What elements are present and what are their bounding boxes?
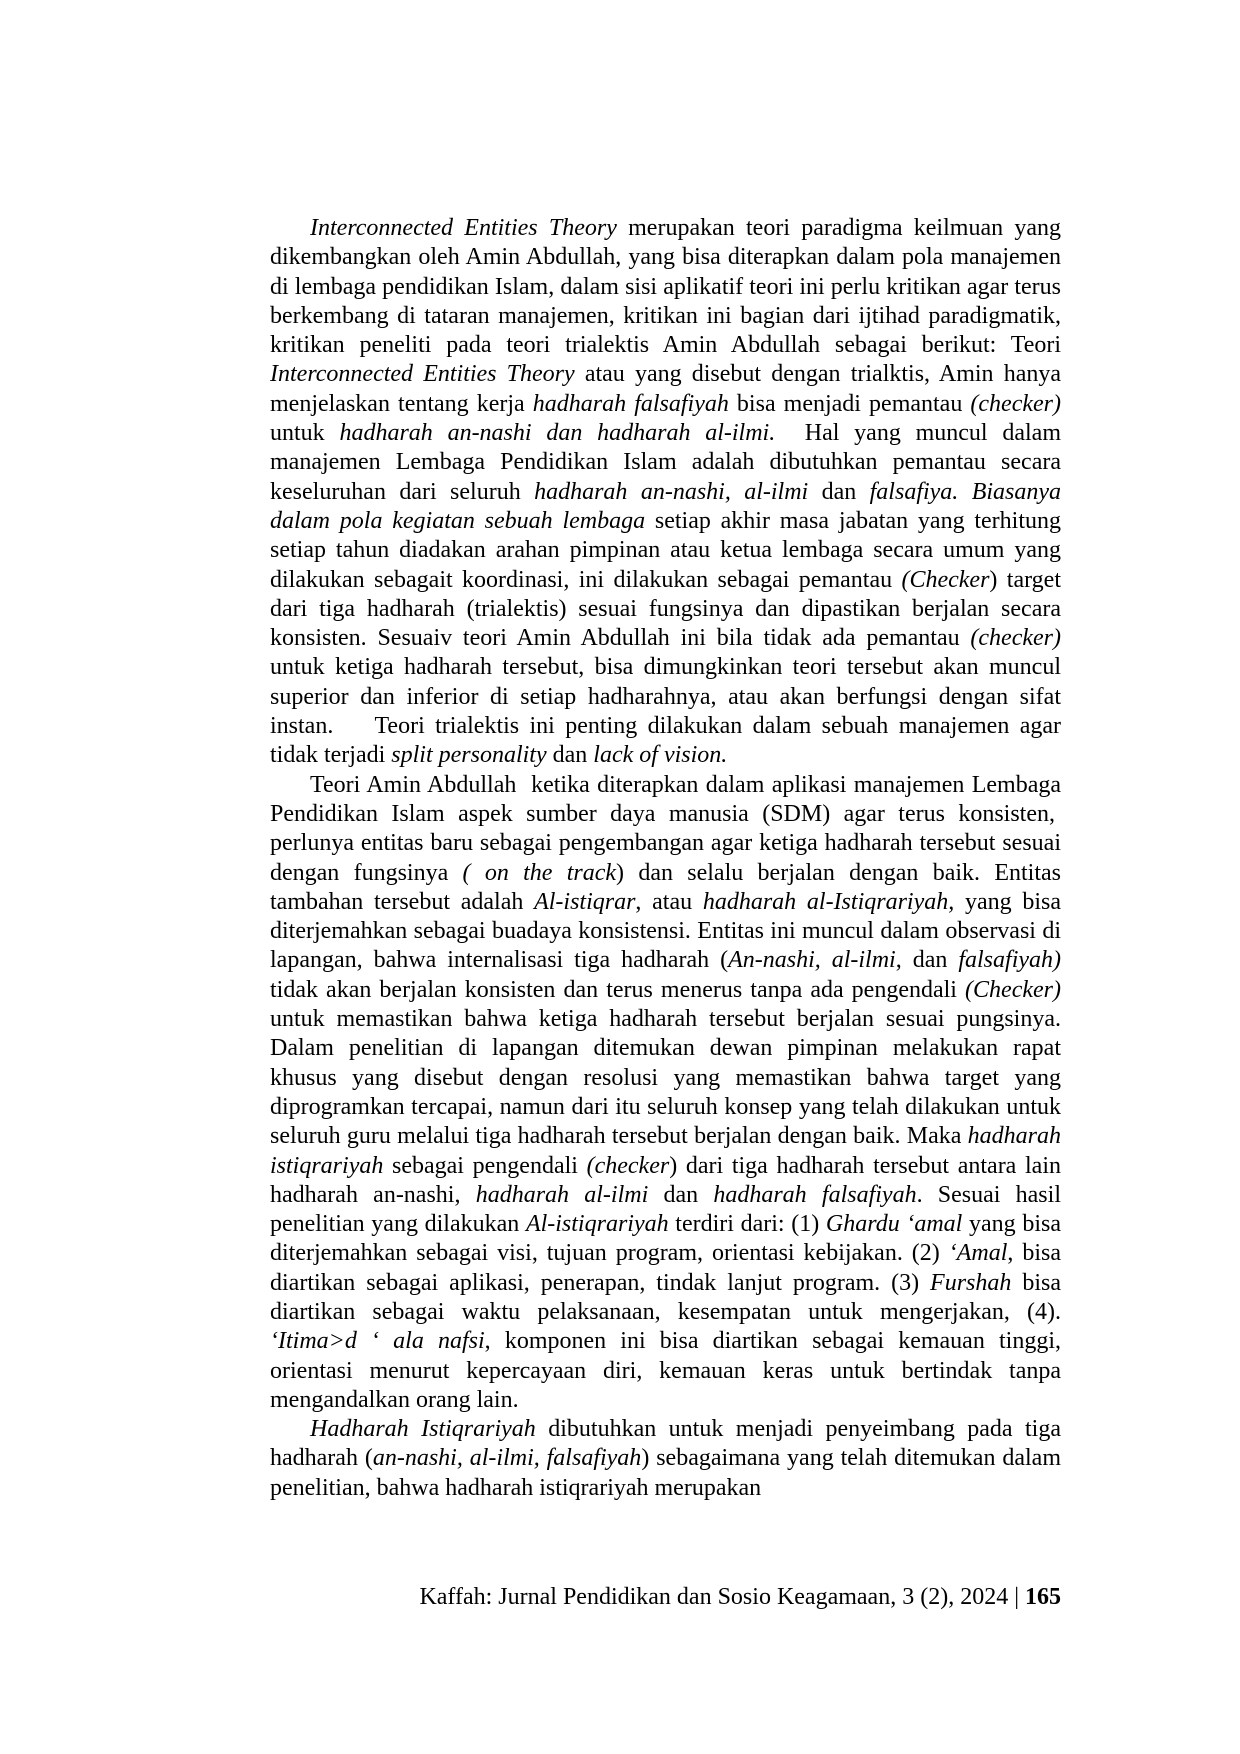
text-run: atau yang disebut dengan trialktis, Amin hanya menjelaskan tentang kerja bbox=[270, 361, 1061, 417]
text-run: ) dan selalu berjalan dengan baik. Entitas tambahan tersebut adalah bbox=[270, 859, 1061, 915]
text-run: ) dari tiga hadharah tersebut antara lain hadharah an-nashi, bbox=[270, 1152, 1061, 1208]
text-run: dan bbox=[546, 742, 594, 769]
text-run: ‘Itima>d ‘ ala nafsi bbox=[270, 1328, 485, 1355]
text-run: untuk bbox=[270, 420, 340, 447]
text-run: yang bisa diterjemahkan sebagai visi, tujuan program, orientasi kebijakan. (2) bbox=[270, 1211, 1062, 1267]
text-run: , bisa diartikan sebagai aplikasi, penerapan, tindak lanjut program. (3) bbox=[270, 1240, 1062, 1296]
text-run: An-nashi, al-ilmi bbox=[728, 947, 896, 974]
text-run: Ghardu ‘amal bbox=[825, 1211, 963, 1238]
text-run: hadharah istiqrariyah bbox=[270, 1123, 1061, 1179]
text-run: Interconnected Entities Theory bbox=[310, 215, 617, 241]
text-run: , atau bbox=[635, 888, 703, 915]
text-run: Al-istiqrariyah bbox=[525, 1211, 669, 1238]
text-run: merupakan teori paradigma keilmuan yang dikembangkan oleh Amin Abdullah, yang bisa diterapkan dalam pola manajemen di lembaga pendidikan Islam, dalam sisi aplikatif teori ini perlu kritikan agar terus berkembang di tataran manajemen, kritikan ini bagian dari ijtihad paradigmatik, kritikan peneliti pada teori trialektis Amin Abdullah sebagai berikut: Teori bbox=[270, 215, 1062, 359]
text-run: an-nashi, al-ilmi, falsafiyah bbox=[372, 1445, 642, 1472]
text-run: untuk memastikan bahwa ketiga hadharah tersebut berjalan sesuai pungsinya. Dalam penelitian di lapangan ditemukan dewan pimpinan melakukan rapat khusus yang disebut dengan resolusi yang memastikan bahwa target yang diprogramkan tercapai, namun dari itu seluruh konsep yang telah dilakukan untuk seluruh guru melalui tiga hadharah tersebut berjalan dengan baik. Maka bbox=[270, 1006, 1061, 1150]
text-run: hadharah al-Istiqrariyah, bbox=[702, 888, 955, 915]
text-run: Hal yang muncul dalam manajemen Lembaga Pendidikan Islam adalah dibutuhkan pemantau secara keseluruhan dari seluruh bbox=[270, 420, 1062, 505]
text-run: bisa diartikan sebagai waktu pelaksanaan, kesempatan untuk mengerjakan, (4). bbox=[270, 1269, 1061, 1325]
text-run: terdiri dari: (1) bbox=[668, 1211, 826, 1238]
text-run: dibutuhkan untuk menjadi penyeimbang pada tiga hadharah ( bbox=[270, 1416, 1061, 1472]
text-run: hadharah an-nashi dan hadharah al-ilmi. bbox=[339, 420, 776, 447]
text-run: Al-istiqrar bbox=[534, 888, 636, 915]
text-run: hadharah falsafiyah bbox=[713, 1181, 917, 1208]
article-paragraph bbox=[270, 771, 1061, 1416]
text-run: ( on the track bbox=[462, 859, 617, 886]
text-run: ) sebagaimana yang telah ditemukan dalam penelitian, bahwa hadharah istiqrariyah merupakan bbox=[270, 1445, 1061, 1501]
text-run: Interconnected Entities Theory bbox=[270, 361, 575, 388]
text-run: split personality bbox=[391, 742, 547, 769]
text-run: (checker) bbox=[970, 625, 1061, 652]
text-run: sebagai pengendali bbox=[383, 1152, 587, 1179]
text-run: (checker bbox=[586, 1152, 670, 1179]
text-run: hadharah an-nashi, al-ilmi bbox=[534, 478, 809, 505]
text-run: Hadharah Istiqrariyah bbox=[310, 1416, 536, 1443]
text-run: dan bbox=[808, 478, 870, 505]
text-run: Furshah bbox=[930, 1269, 1012, 1296]
article-body bbox=[270, 214, 1061, 1503]
text-run: ‘Amal bbox=[948, 1240, 1008, 1267]
text-run: dan bbox=[648, 1181, 714, 1208]
text-run: ) target dari tiga hadharah (trialektis) sesuai fungsinya dan dipastikan berjalan secara konsisten. Sesuaiv teori Amin Abdullah ini bila tidak ada pemantau bbox=[270, 566, 1061, 652]
text-run: Teori Amin Abdullah ketika diterapkan dalam aplikasi manajemen Lembaga Pendidikan Islam aspek sumber daya manusia (SDM) agar terus konsisten, perlunya entitas baru sebagai pengembangan agar ketiga hadharah tersebut sesuai dengan fungsinya bbox=[270, 771, 1061, 886]
text-run: falsafiyah) bbox=[958, 947, 1061, 974]
text-run: falsafiya. Biasanya dalam pola kegiatan sebuah lembaga bbox=[270, 478, 1062, 534]
article-paragraph bbox=[270, 1415, 1061, 1503]
page-footer bbox=[270, 1583, 1061, 1612]
text-run: (checker) bbox=[970, 390, 1061, 417]
text-run: (Checker bbox=[901, 566, 990, 593]
text-run: . Sesuai hasil penelitian yang dilakukan bbox=[270, 1181, 1061, 1238]
text-run: bisa menjadi pemantau bbox=[728, 390, 971, 417]
text-run: , komponen ini bisa diartikan sebagai kemauan tinggi, orientasi menurut kepercayaan diri, kemauan keras untuk bertindak tanpa mengandalkan orang lain. bbox=[270, 1328, 1061, 1413]
text-run: hadharah al-ilmi bbox=[475, 1181, 649, 1208]
text-run: yang bisa diterjemahkan sebagai buadaya konsistensi. Entitas ini muncul dalam observasi di lapangan, bahwa internalisasi tiga hadharah ( bbox=[270, 888, 1062, 974]
text-run: setiap akhir masa jabatan yang terhitung setiap tahun diadakan arahan pimpinan atau ketua lembaga secara umum yang dilakukan sebagait koordinasi, ini dilakukan sebagai pemantau bbox=[270, 507, 1061, 593]
footer-page-number: 165 bbox=[1025, 1584, 1061, 1610]
text-run: lack of vision. bbox=[593, 742, 728, 769]
text-run: hadharah falsafiyah bbox=[532, 390, 729, 417]
text-run: (Checker) bbox=[965, 976, 1061, 1003]
article-paragraph bbox=[270, 214, 1061, 771]
text-run: untuk ketiga hadharah tersebut, bisa dimungkinkan teori tersebut akan muncul superior dan inferior di setiap hadharahnya, atau akan berfungsi dengan sifat instan. Teori trialektis ini penting dilakukan dalam sebuah manajemen agar tidak terjadi bbox=[270, 654, 1061, 769]
text-run: , dan bbox=[895, 947, 959, 974]
footer-journal-citation: Kaffah: Jurnal Pendidikan dan Sosio Keagamaan, 3 (2), 2024 | bbox=[419, 1584, 1025, 1610]
text-run: tidak akan berjalan konsisten dan terus menerus tanpa ada pengendali bbox=[270, 976, 966, 1003]
